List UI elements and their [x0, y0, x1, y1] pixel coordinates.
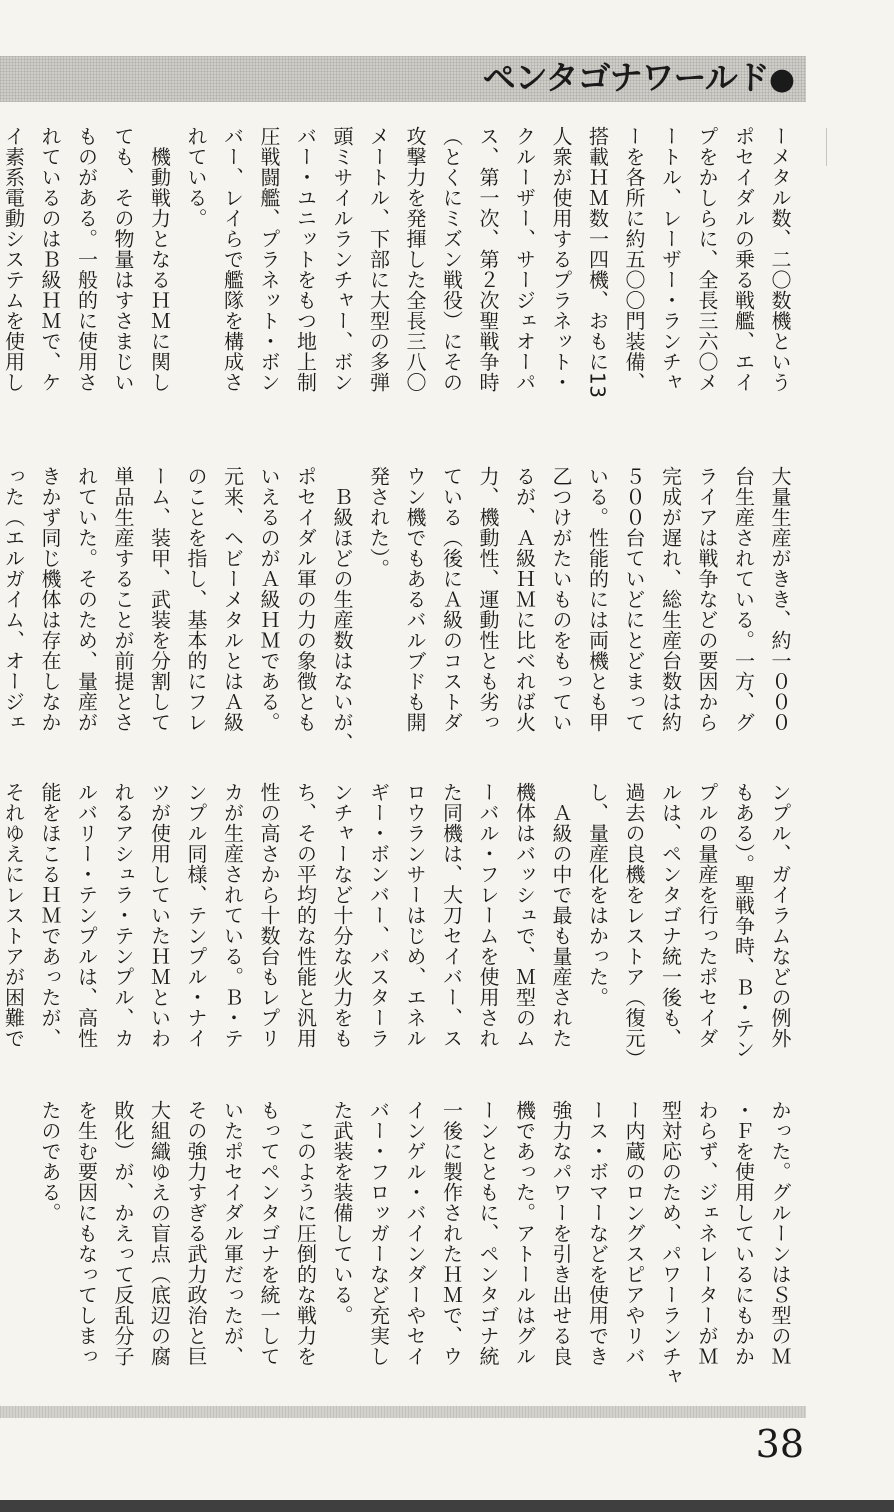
- text-column: ギー・ボンバー、バスターラ: [366, 782, 391, 1049]
- text-column: ・Ｆを使用しているにもかか: [731, 1100, 756, 1367]
- text-column: プルの量産を行ったポセイダ: [695, 782, 719, 1049]
- text-column: 搭載ＨＭ数一四機、おもに13: [585, 126, 610, 399]
- text-column: 能をほこるＨＭであったが、: [38, 782, 62, 1049]
- text-column: メートル、下部に大型の多弾: [366, 126, 391, 393]
- chapter-title-text: ペンタゴナワールド: [482, 58, 769, 97]
- text-column: 完成が遅れ、総生産台数は約: [658, 466, 683, 733]
- text-column: このように圧倒的な戦力を: [293, 1100, 318, 1367]
- text-column: た武装を装備している。: [330, 1100, 354, 1326]
- text-column: 過去の良機をレストア（復元）: [622, 782, 646, 1069]
- text-column: いたポセイダル軍だったが、: [220, 1100, 245, 1367]
- text-column: ウン機でもあるバルブドも開: [403, 466, 427, 733]
- text-column: きかず同じ機体は存在しなか: [38, 466, 62, 733]
- header-band: [0, 56, 806, 102]
- text-column: ーバル・フレームを使用され: [476, 782, 500, 1049]
- text-column: プをかしらに、全長三六〇メ: [695, 126, 719, 393]
- text-column: Ａ級の中で最も量産された: [549, 782, 573, 1049]
- text-column: Ｂ級ほどの生産数はないが、: [330, 466, 354, 753]
- text-column: ても、その物量はすさまじい: [111, 126, 135, 393]
- text-column: 頭ミサイルランチャー、ボン: [330, 126, 354, 393]
- text-column: わらず、ジェネレーターがＭ: [695, 1100, 719, 1367]
- text-column: 機体はバッシュで、Ｍ型のム: [512, 782, 537, 1049]
- text-column: 力、機動性、運動性とも劣っ: [476, 466, 500, 733]
- text-column: バー・フロッガーなど充実し: [366, 1100, 391, 1367]
- text-column: もある）。聖戦争時、Ｂ・テン: [731, 782, 756, 1059]
- text-column: ーム、装甲、武装を分割して: [147, 466, 172, 733]
- text-column: ーメタル数、二〇数機という: [768, 126, 792, 393]
- text-column: ポセイダル軍の力の象徴とも: [293, 466, 318, 733]
- text-column: ルバリー・テンプルは、高性: [74, 782, 99, 1049]
- text-column: それゆえにレストアが困難で: [1, 782, 26, 1049]
- text-column: し、量産化をはかった。: [585, 782, 610, 1008]
- text-column: ロウランサーはじめ、エネル: [403, 782, 427, 1049]
- text-column: 敗化）が、かえって反乱分子: [111, 1100, 135, 1367]
- text-column: 台生産されている。一方、グ: [731, 466, 756, 733]
- footer-band: [0, 1406, 806, 1418]
- text-column: るが、Ａ級ＨＭに比べれば火: [512, 466, 537, 733]
- text-column: ンプル同様、テンプル・ナイ: [184, 782, 208, 1049]
- text-column: カが生産されている。Ｂ・テ: [220, 782, 245, 1049]
- text-column: 発された）。: [366, 466, 391, 579]
- page-number: 38: [755, 1422, 804, 1466]
- text-column: れているのはＢ級ＨＭで、ケ: [38, 126, 62, 393]
- text-column: もってペンタゴナを統一して: [257, 1100, 281, 1367]
- text-column: ートル、レーザー・ランチャ: [658, 126, 683, 393]
- text-column: いえるのがＡ級ＨＭである。: [257, 466, 281, 733]
- text-column: ものがある。一般的に使用さ: [74, 126, 99, 393]
- text-column: インゲル・バインダーやセイ: [403, 1100, 427, 1367]
- text-column: ている（後にＡ級のコストダ: [439, 466, 464, 733]
- text-column: 機動戦力となるＨＭに関し: [147, 126, 172, 393]
- text-column: かった。グルーンはＳ型のＭ: [768, 1100, 792, 1367]
- text-column: その強力すぎる武力政治と巨: [184, 1100, 208, 1367]
- text-column: ース・ボマーなどを使用でき: [585, 1100, 610, 1367]
- text-column: 機であった。アトールはグル: [512, 1100, 537, 1367]
- text-column: 強力なパワーを引き出せる良: [549, 1100, 573, 1367]
- text-column: ーを各所に約五〇〇門装備、: [622, 126, 646, 393]
- text-column: のことを指し、基本的にフレ: [184, 466, 208, 733]
- text-column: （とくにミズン戦役）にその: [439, 126, 464, 393]
- text-column: を生む要因にもなってしまっ: [74, 1100, 99, 1367]
- text-column: ンチャーなど十分な火力をも: [330, 782, 354, 1049]
- text-column: ーンとともに、ペンタゴナ統: [476, 1100, 500, 1367]
- text-column: 元来、ヘビーメタルとはＡ級: [220, 466, 245, 733]
- text-column: った（エルガイム、オージェ: [1, 466, 26, 733]
- text-column: ポセイダルの乗る戦艦、エイ: [731, 126, 756, 393]
- text-column: 攻撃力を発揮した全長三八〇: [403, 126, 427, 393]
- text-column: 大量生産がきき、約一０００: [768, 466, 792, 733]
- text-column: た同機は、大刀セイバー、ス: [439, 782, 464, 1049]
- text-column: ち、その平均的な性能と汎用: [293, 782, 318, 1049]
- text-column: ５００台ていどにとどまって: [622, 466, 646, 733]
- text-column: 圧戦闘艦、プラネット・ボン: [257, 126, 281, 393]
- text-column: ス、第一次、第２次聖戦争時: [476, 126, 500, 393]
- text-tier-2: [1, 466, 798, 784]
- text-column: クルーザー、サージェオーパ: [512, 126, 537, 393]
- text-column: れていた。そのため、量産が: [74, 466, 99, 733]
- text-column: バー、レイらで艦隊を構成さ: [220, 126, 245, 393]
- text-tier-1: [1, 126, 798, 444]
- text-column: 一後に製作されたＨＭで、ウ: [439, 1100, 464, 1367]
- margin-rule: [826, 128, 827, 166]
- text-column: 性の高さから十数台もレプリ: [257, 782, 281, 1049]
- text-column: ー内蔵のロングスピアやリバ: [622, 1100, 646, 1367]
- chapter-title: [483, 58, 794, 100]
- text-column: いる。性能的には両機とも甲: [585, 466, 610, 733]
- text-tier-3: [1, 782, 798, 1100]
- title-bullet-icon: ●: [768, 62, 794, 97]
- text-column: ンプル、ガイラムなどの例外: [768, 782, 792, 1049]
- text-column: ルは、ペンタゴナ統一後も、: [658, 782, 683, 1049]
- text-column: バー・ユニットをもつ地上制: [293, 126, 318, 393]
- text-column: 乙つけがたいものをもってい: [549, 466, 573, 733]
- text-column: れている。: [184, 126, 208, 229]
- text-column: 型対応のため、パワーランチャ: [658, 1100, 683, 1387]
- text-column: たのである。: [38, 1100, 62, 1223]
- bottom-rule: [0, 1500, 894, 1512]
- text-column: ツが使用していたＨＭといわ: [147, 782, 172, 1049]
- text-column: イ素系電動システムを使用し: [1, 126, 26, 393]
- text-column: 単品生産することが前提とさ: [111, 466, 135, 733]
- text-tier-4: [38, 1100, 798, 1418]
- text-column: ライアは戦争などの要因から: [695, 466, 719, 733]
- text-column: 人衆が使用するプラネット・: [549, 126, 573, 393]
- text-column: れるアシュラ・テンプル、カ: [111, 782, 135, 1049]
- text-column: 大組織ゆえの盲点（底辺の腐: [147, 1100, 172, 1367]
